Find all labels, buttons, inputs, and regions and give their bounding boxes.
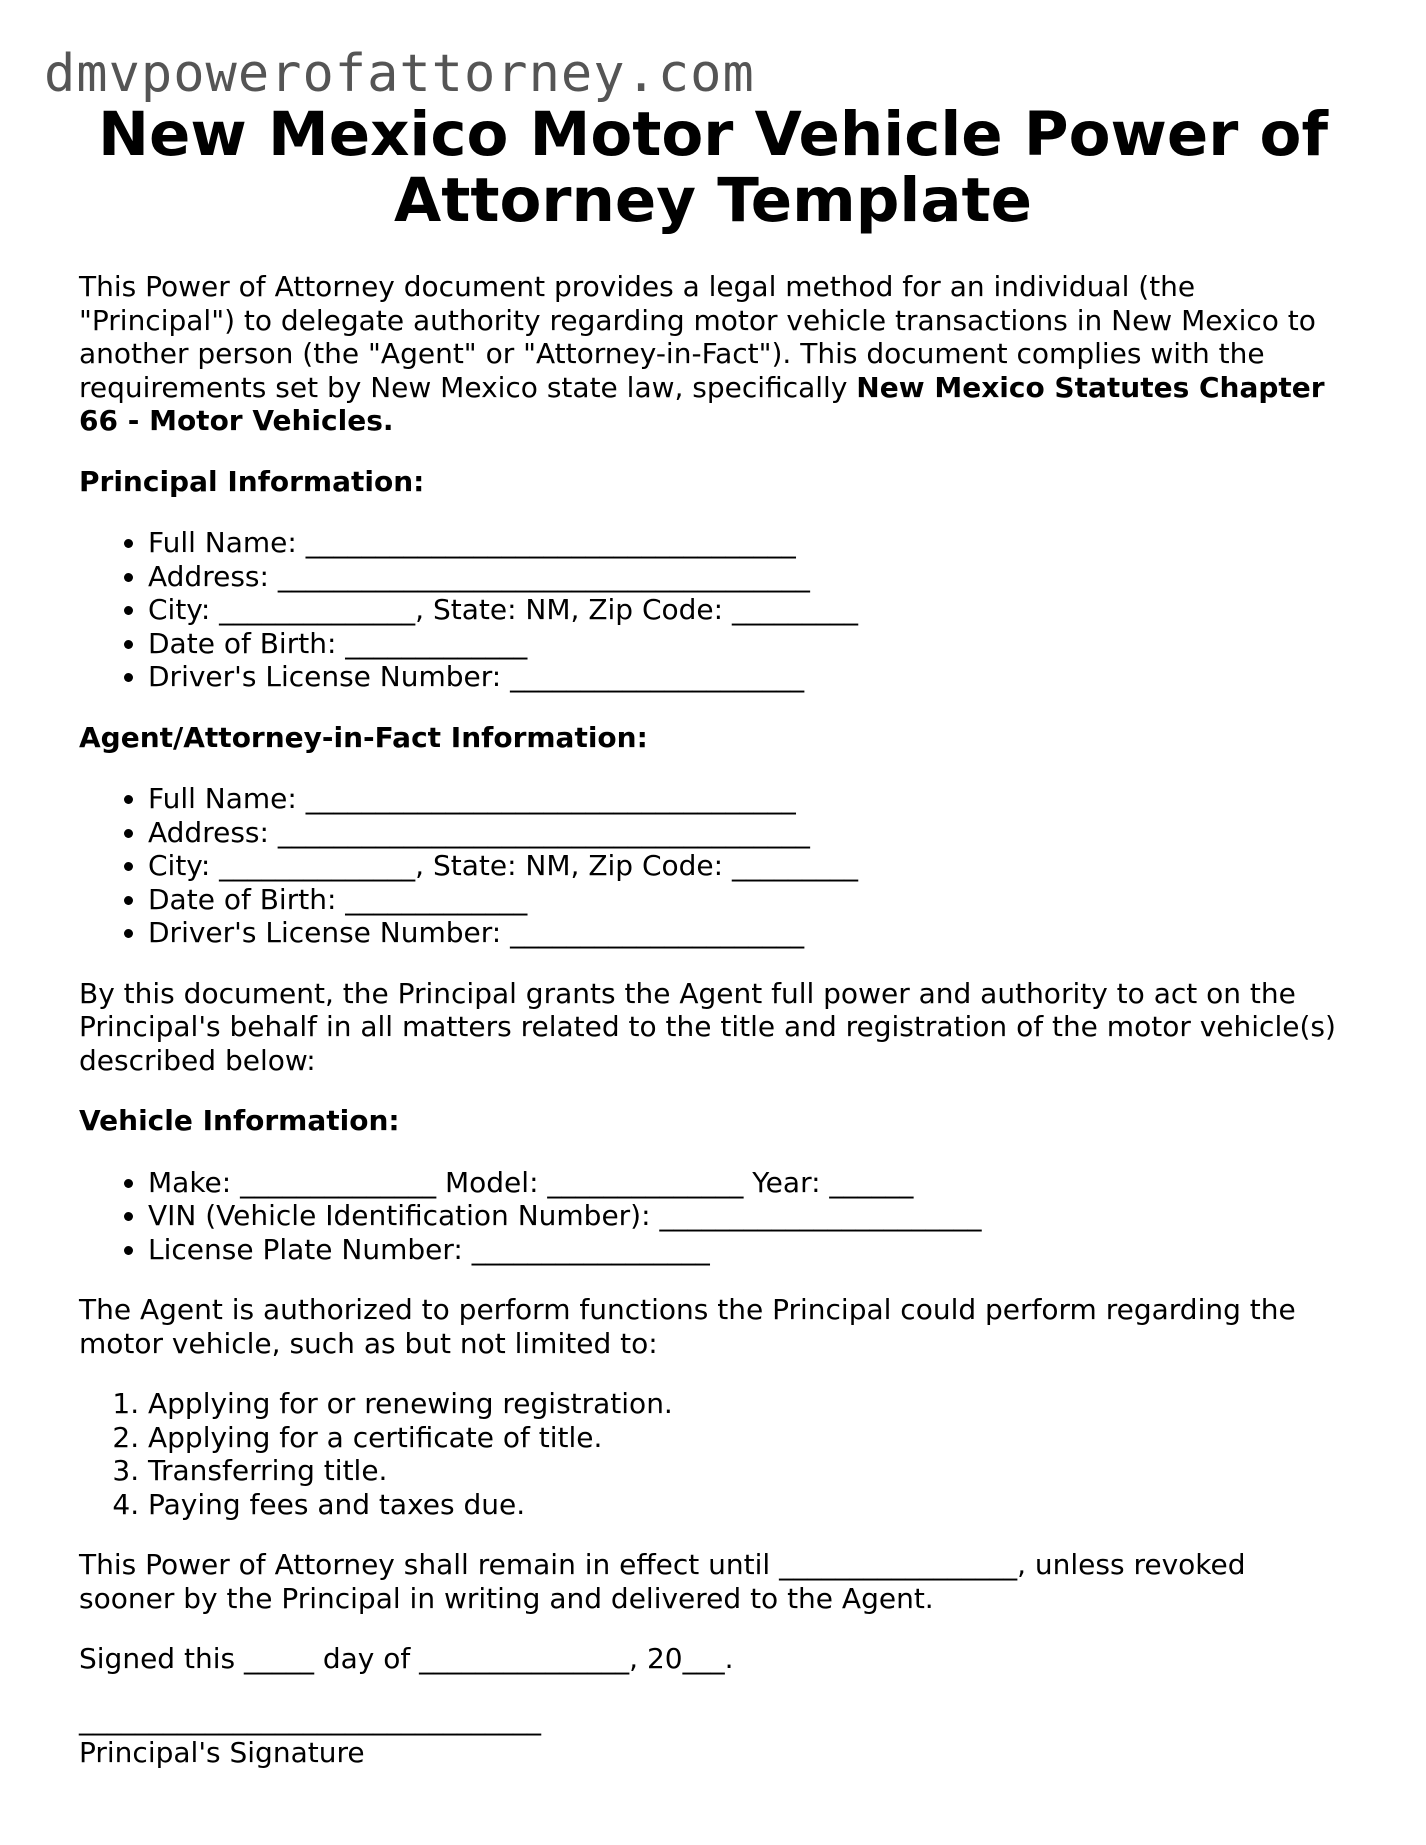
signature-block (79, 1703, 1349, 1770)
document-body (79, 270, 1349, 1770)
signature-label: Principal's Signature (79, 1736, 365, 1769)
page-title: New Mexico Motor Vehicle Power of Attorney Template (97, 99, 1328, 236)
effect-paragraph: This Power of Attorney shall remain in effect until _________________, unless revoked sooner by the Principal in writing and delivered to the Agent. (79, 1548, 1246, 1615)
powers-list (79, 1387, 1349, 1521)
principal-full-name-field: • Full Name: ___________________________________ (148, 526, 1349, 560)
authority-paragraph: The Agent is authorized to perform functions the Principal could perform regarding the motor vehicle, such as but not limited to: (79, 1293, 1296, 1360)
principal-fields (79, 526, 1349, 694)
power-item: 1. Applying for or renewing registration. (148, 1387, 1349, 1421)
principal-heading: Principal Information: (79, 464, 425, 498)
intro-paragraph (79, 270, 1349, 438)
intro-text: This Power of Attorney document provides a legal method for an individual (the "Principal") to delegate authority regarding motor vehicle transactions in New Mexico to another person (the "Agent" or "Attorney-in-Fact"). This document complies with the requirements set by New Mexico state law, specifically (79, 270, 1316, 404)
vehicle-vin-field: • VIN (Vehicle Identification Number): _______________________ (148, 1199, 1349, 1233)
agent-license-field: • Driver's License Number: _____________________ (148, 916, 1349, 950)
principal-dob-field: • Date of Birth: _____________ (148, 627, 1349, 661)
grant-paragraph: By this document, the Principal grants the Agent full power and authority to act on the Principal's behalf in all matters related to the title and registration of the motor vehicle(s) described below: (79, 976, 1336, 1077)
agent-heading: Agent/Attorney-in-Fact Information: (79, 720, 648, 754)
agent-full-name-field: • Full Name: ___________________________________ (148, 782, 1349, 816)
agent-city-field: • City: ______________, State: NM, Zip Code: _________ (148, 849, 1349, 883)
vehicle-make-model-year-field: • Make: ______________ Model: ______________ Year: ______ (148, 1166, 1349, 1200)
principal-city-field: • City: ______________, State: NM, Zip Code: _________ (148, 593, 1349, 627)
agent-address-field: • Address: ______________________________________ (148, 816, 1349, 850)
signature-line: _________________________________ (79, 1702, 541, 1736)
principal-license-field: • Driver's License Number: _____________________ (148, 660, 1349, 694)
vehicle-plate-field: • License Plate Number: _________________ (148, 1233, 1349, 1267)
vehicle-fields (79, 1166, 1349, 1267)
power-item: 4. Paying fees and taxes due. (148, 1488, 1349, 1522)
watermark: dmvpowerofattorney.com (44, 44, 755, 104)
power-item: 2. Applying for a certificate of title. (148, 1421, 1349, 1455)
signed-date-line: Signed this _____ day of _______________, 20___. (79, 1642, 734, 1675)
power-item: 3. Transferring title. (148, 1454, 1349, 1488)
statute-reference: New Mexico Statutes Chapter 66 - Motor Vehicles. (79, 370, 1325, 437)
principal-address-field: • Address: ______________________________________ (148, 560, 1349, 594)
agent-fields (79, 782, 1349, 950)
agent-dob-field: • Date of Birth: _____________ (148, 883, 1349, 917)
vehicle-heading: Vehicle Information: (79, 1104, 400, 1137)
